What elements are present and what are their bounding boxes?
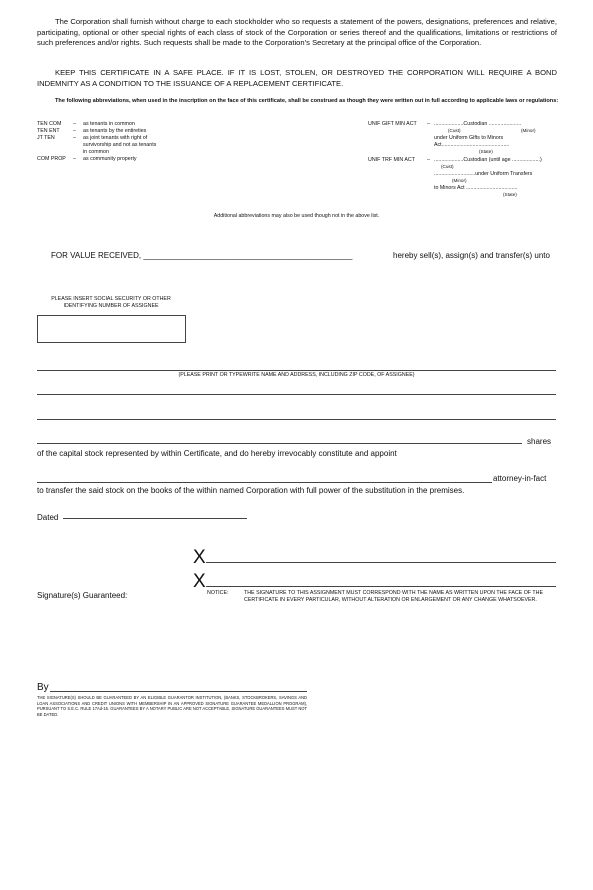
signature-line-2[interactable] [206, 586, 556, 587]
unif-trf-custodian-line: ....................Custodian (until age ...................) [434, 157, 542, 163]
abbreviation-meaning: as community property [83, 156, 137, 162]
unif-trf-minors-act-line: to Minors Act ................................... [434, 185, 518, 191]
unif-gift-state-label: (State) [479, 149, 493, 154]
guarantor-signature-line[interactable] [50, 691, 307, 692]
abbreviation-meaning: in common [83, 149, 109, 155]
ssn-input-box[interactable] [37, 315, 186, 343]
abbreviations-left-list [37, 121, 156, 163]
hereby-transfer-text: hereby sell(s), assign(s) and transfer(s) unto [393, 251, 550, 260]
print-name-address-note: (PLEASE PRINT OR TYPEWRITE NAME AND ADDRESS, INCLUDING ZIP CODE, OF ASSIGNEE) [178, 372, 415, 378]
for-value-received-line: FOR VALUE RECEIVED, _______________________________________________ [51, 251, 353, 260]
unif-trf-dash: – [427, 157, 430, 163]
abbreviation-key: TEN ENT [37, 128, 60, 134]
unif-gift-min-act-label: UNIF GIFT MIN ACT [368, 121, 417, 127]
abbreviation-key: JT TEN [37, 135, 55, 141]
stockholder-statement-paragraph: The Corporation shall furnish without charge to each stockholder who so requests a statement of the powers, designations, preferences and relative, participating, optional or other special rights of each class of stock of the Corporation or series thereof and the qualifications, limitations or restrictions of such preferences and/or rights. Such requests shall be made to the Corporation’s Secretary at the principal office of the Corporation. [37, 17, 557, 48]
abbreviation-row [37, 156, 156, 163]
abbreviation-row [37, 149, 156, 156]
keep-safe-paragraph: KEEP THIS CERTIFICATE IN A SAFE PLACE. IF IT IS LOST, STOLEN, OR DESTROYED THE CORPORATION WILL REQUIRE A BOND INDEMNITY AS A CONDITION TO THE ISSUANCE OF A REPLACEMENT CERTIFICATE. [37, 68, 557, 88]
abbreviation-meaning: as tenants by the entireties [83, 128, 147, 134]
capital-stock-text: of the capital stock represented by within Certificate, and do hereby irrevocably constitute and appoint [37, 449, 397, 458]
unif-trf-min-act-label: UNIF TRF MIN ACT [368, 157, 415, 163]
notice-label: NOTICE: [207, 590, 229, 596]
unif-gift-act-line: Act.............................................. [434, 142, 510, 148]
assignee-address-line-1[interactable] [37, 394, 556, 395]
abbreviation-meaning: as joint tenants with right of [83, 135, 148, 141]
unif-gift-cust-label: (Cust) [448, 128, 461, 133]
abbreviation-dash: – [73, 128, 76, 134]
abbreviation-dash: – [73, 135, 76, 141]
attorney-in-fact-label: attorney-in-fact [493, 474, 547, 483]
ssn-label [37, 296, 185, 310]
unif-gift-dash: – [427, 121, 430, 127]
unif-trf-under-line: ............................under Uniform Transfers [434, 171, 533, 177]
unif-gift-minor-label: (Minor) [521, 128, 536, 133]
shares-amount-line[interactable] [37, 443, 522, 444]
abbreviation-key [37, 142, 73, 149]
abbreviation-key: TEN COM [37, 121, 62, 127]
abbreviation-row [37, 128, 156, 135]
unif-gift-custodian-line: ....................Custodian ...................... [434, 121, 522, 127]
abbreviation-row [37, 121, 156, 128]
additional-abbreviations-note: Additional abbreviations may also be used though not in the above list. [213, 213, 380, 219]
attorney-in-fact-line[interactable] [37, 482, 492, 483]
dated-label: Dated [37, 513, 59, 522]
unif-trf-minor-label: (Minor) [452, 178, 467, 183]
abbreviation-row [37, 135, 156, 142]
abbreviation-dash [73, 142, 83, 149]
signature-line-1[interactable] [206, 562, 556, 563]
unif-gift-under-line: under Uniform Gifts to Minors [434, 135, 504, 141]
ssn-label-line-2: IDENTIFYING NUMBER OF ASSIGNEE [63, 303, 159, 309]
signature-guarantee-text: THE SIGNATURE(S) SHOULD BE GUARANTEED BY AN ELIGIBLE GUARANTOR INSTITUTION, (BANKS, STOCKBROKERS, SAVINGS AND LOAN ASSOCIATIONS AND CREDIT UNIONS WITH MEMBERSHIP IN AN APPROVED SIGNATURE GUARANTEE MEDALLION PROGRAM), PURSUANT TO S.E.C. RULE 17Ad-15. GUARANTEES BY A NOTARY PUBLIC ARE NOT ACCEPTABLE. SIGNATURE GUARANTEES MUST NOT BE DATED. [37, 695, 307, 717]
abbreviation-dash [73, 149, 83, 156]
abbreviation-key [37, 149, 73, 156]
assignee-name-line[interactable] [37, 370, 556, 371]
transfer-stock-text: to transfer the said stock on the books of the within named Corporation with full power of the substitution in the premises. [37, 486, 465, 495]
ssn-label-line-1: PLEASE INSERT SOCIAL SECURITY OR OTHER [51, 296, 171, 302]
shares-label: shares [527, 437, 552, 446]
unif-trf-state-label: (State) [503, 192, 517, 197]
dated-line[interactable] [63, 518, 247, 519]
assignee-address-line-2[interactable] [37, 419, 556, 420]
abbreviation-key: COM PROP [37, 156, 66, 162]
notice-text: THE SIGNATURE TO THIS ASSIGNMENT MUST CORRESPOND WITH THE NAME AS WRITTEN UPON THE FACE OF THE CERTIFICATE IN EVERY PARTICULAR, WITHOUT ALTERATION OR ENLARGEMENT OR ANY CHANGE WHATSOEVER. [244, 590, 544, 603]
signature-x-mark-2: X [193, 571, 206, 592]
signature-x-mark-1: X [193, 547, 206, 568]
abbreviations-intro: The following abbreviations, when used in the inscription on the face of this certificate, shall be construed as though they were written out in full according to applicable laws or regulations: [55, 98, 559, 104]
by-label: By [37, 682, 49, 693]
signatures-guaranteed-label: Signature(s) Guaranteed: [37, 591, 128, 600]
unif-trf-cust-label: (Cust) [441, 164, 454, 169]
abbreviation-meaning: as tenants in common [83, 121, 135, 127]
abbreviation-dash: – [73, 121, 76, 127]
abbreviation-row [37, 142, 156, 149]
abbreviation-dash: – [73, 156, 76, 162]
abbreviation-meaning: survivorship and not as tenants [83, 142, 157, 148]
